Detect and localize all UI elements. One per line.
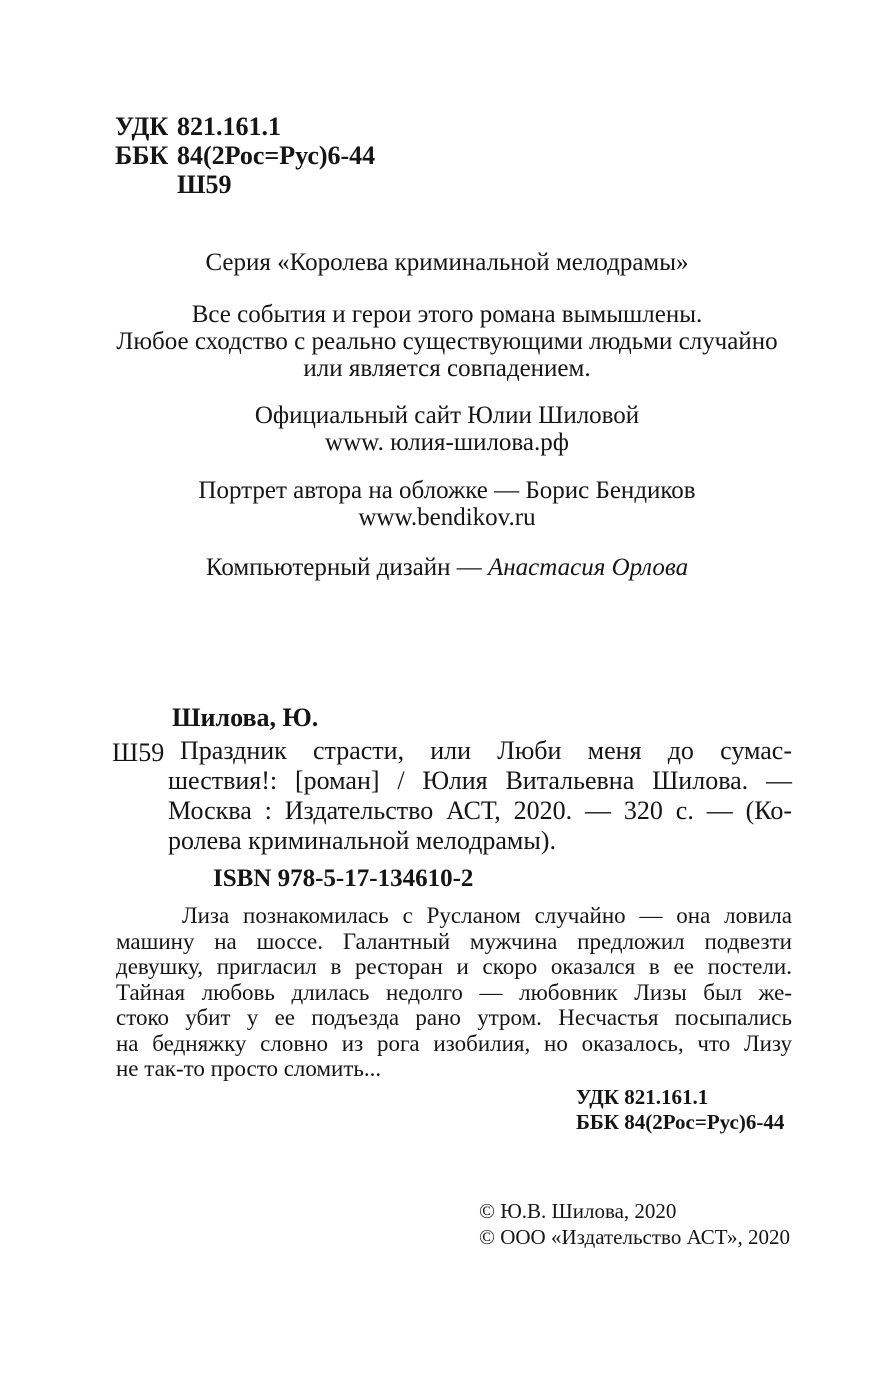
bottom-classification-codes bbox=[576, 1085, 784, 1135]
copyright-author: © Ю.В. Шилова, 2020 bbox=[479, 1199, 677, 1223]
bbk-line bbox=[115, 141, 375, 170]
author-code-line bbox=[115, 170, 375, 199]
official-site-caption: Официальный сайт Юлии Шиловой bbox=[254, 402, 640, 429]
bbk-value: 84(2Рос=Рус)6-44 bbox=[177, 141, 376, 170]
annotation-line: Лиза познакомилась с Русланом случайно — она ловила bbox=[182, 903, 792, 928]
udk-label: УДК bbox=[115, 112, 169, 141]
center-column bbox=[85, 249, 809, 581]
disclaimer-line-1: Все события и герои этого романа вымышлены. bbox=[191, 301, 703, 328]
catalog-line: шествия!: [роман] / Юлия Витальевна Шилова. — bbox=[168, 766, 792, 795]
design-credit-label: Компьютерный дизайн — bbox=[205, 554, 488, 581]
disclaimer-line-2: Любое сходство с реально существующими людьми случайно bbox=[116, 328, 778, 355]
portrait-credit-url: www.bendikov.ru bbox=[358, 504, 536, 531]
catalog-line: ролева криминальной мелодрамы). bbox=[168, 826, 556, 855]
bbk-label: ББК bbox=[115, 141, 169, 170]
design-credit-name: Анастасия Орлова bbox=[487, 554, 689, 581]
catalog-description bbox=[168, 736, 792, 856]
catalog-line: Праздник страсти, или Люби меня до сумас- bbox=[180, 736, 792, 765]
annotation-line: машину на шоссе. Галантный мужчина предложил подвезти bbox=[116, 928, 792, 954]
annotation-line: Тайная любовь длилась недолго — любовник Лизы был же- bbox=[116, 979, 792, 1005]
udk-line bbox=[115, 112, 375, 141]
catalog-line: Москва : Издательство АСТ, 2020. — 320 с. — (Ко- bbox=[168, 796, 792, 825]
copyright-block bbox=[479, 1199, 790, 1250]
catalog-author-heading: Шилова, Ю. bbox=[172, 703, 319, 732]
annotation-line: девушку, пригласил в ресторан и скоро оказался в ее постели. bbox=[116, 954, 792, 979]
udk-value: 821.161.1 bbox=[177, 112, 281, 141]
disclaimer-line-3: или является совпадением. bbox=[303, 355, 591, 382]
official-site-url: www. юлия-шилова.рф bbox=[325, 429, 569, 456]
annotation-line: на бедняжку словно из рога изобилия, но оказалось, что Лизу bbox=[116, 1030, 792, 1056]
design-credit bbox=[85, 554, 809, 581]
author-code: Ш59 bbox=[177, 170, 232, 199]
annotation-line: не так-то просто сломить... bbox=[116, 1056, 382, 1081]
udk-bottom: УДК 821.161.1 bbox=[576, 1085, 709, 1109]
annotation-line: стоко убит у ее подъезда рано утром. Несчастья посыпались bbox=[116, 1005, 792, 1030]
copyright-publisher: © ООО «Издательство АСТ», 2020 bbox=[479, 1224, 790, 1249]
series-note: Серия «Королева криминальной мелодрамы» bbox=[205, 249, 689, 276]
catalog-author-code: Ш59 bbox=[112, 738, 165, 767]
isbn: ISBN 978-5-17-134610-2 bbox=[213, 865, 474, 892]
annotation bbox=[116, 903, 792, 1082]
top-classification-codes bbox=[115, 112, 375, 199]
portrait-credit: Портрет автора на обложке — Борис Бендиков bbox=[198, 477, 696, 504]
bbk-bottom: ББК 84(2Рос=Рус)6-44 bbox=[576, 1110, 785, 1134]
